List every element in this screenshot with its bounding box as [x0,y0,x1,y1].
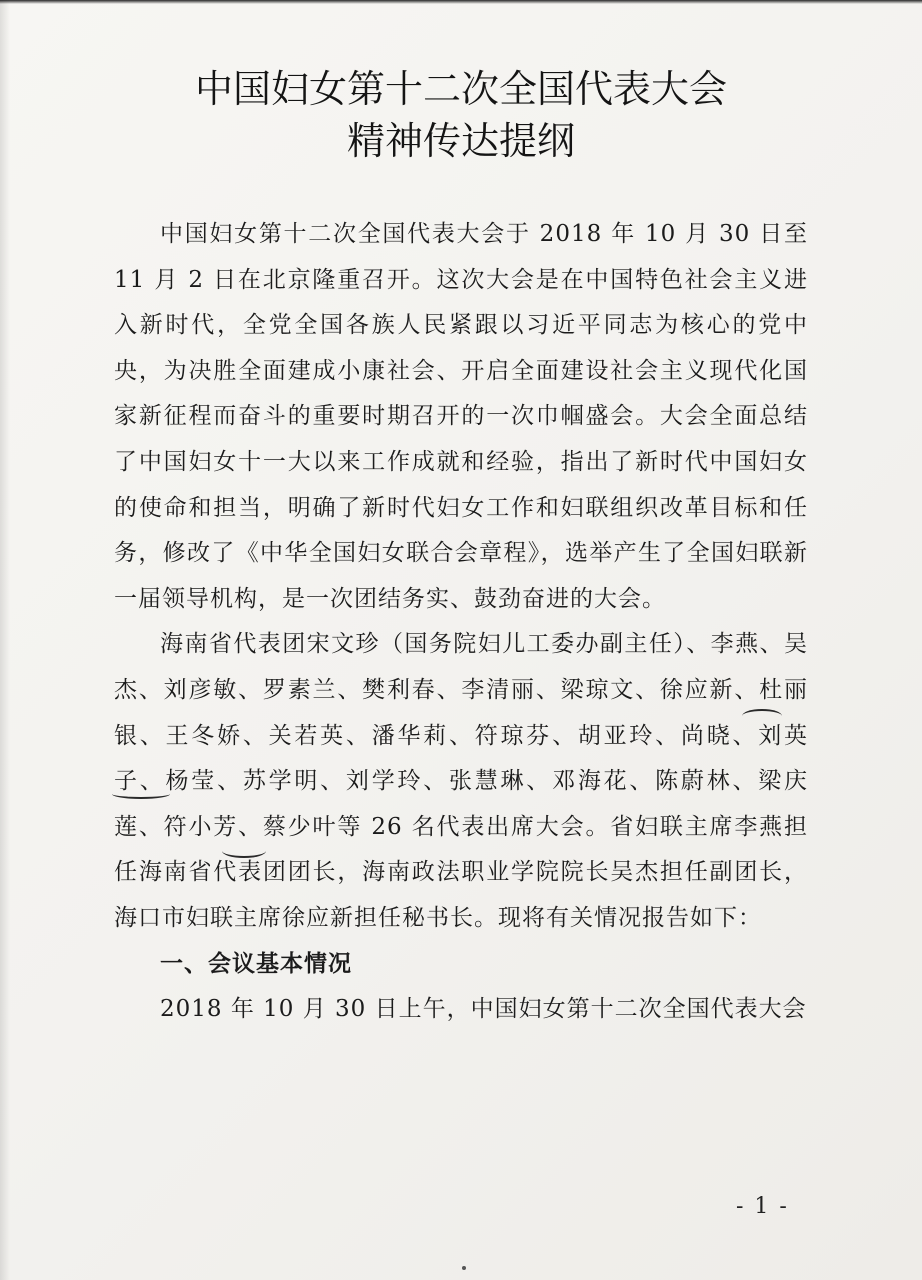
pen-mark-arc [742,709,782,723]
pen-mark-underline [112,789,170,799]
paragraph-meeting: 2018 年 10 月 30 日上午，中国妇女第十二次全国代表大会 [160,996,807,1023]
section-heading-1: 一、会议基本情况 [160,950,352,977]
document-title-line-2: 精神传达提纲 [346,119,575,163]
scan-speck [462,1266,466,1270]
scan-top-edge-shadow [0,0,922,4]
document-body [114,212,808,1033]
page-number: - 1 - [736,1194,789,1219]
scan-left-edge-shadow [0,0,10,1280]
paragraph-delegation: 海南省代表团宋文珍（国务院妇儿工委办副主任）、李燕、吴杰、刘彦敏、罗素兰、樊利春、李清丽、梁琼文、徐应新、杜丽银、王冬娇、关若英、潘华莉、符琼芬、胡亚玲、尚晓、刘英子、杨莹、苏学明、刘学玲、张慧琳、邓海花、陈蔚林、梁庆莲、符小芳、蔡少叶等 26 名代表出席大会。省妇联主席李燕担任海南省代表团团长，海南政法职业学院院长吴杰担任副团长，海口市妇联主席徐应新担任秘书长。现将有关情况报告如下： [114,631,808,931]
document-title-line-1: 中国妇女第十二次全国代表大会 [194,67,727,111]
pen-mark-arc-2 [222,844,266,858]
paragraph-intro: 中国妇女第十二次全国代表大会于 2018 年 10 月 30 日至 11 月 2 日在北京隆重召开。这次大会是在中国特色社会主义进入新时代，全党全国各族人民紧跟以习近平同志为核心的党中央，为决胜全面建成小康社会、开启全面建设社会主义现代化国家新征程而奋斗的重要时期召开的一次巾帼盛会。大会全面总结了中国妇女十一大以来工作成就和经验，指出了新时代中国妇女的使命和担当，明确了新时代妇女工作和妇联组织改革目标和任务，修改了《中华全国妇女联合会章程》，选举产生了全国妇联新一届领导机构，是一次团结务实、鼓劲奋进的大会。 [114,221,808,612]
